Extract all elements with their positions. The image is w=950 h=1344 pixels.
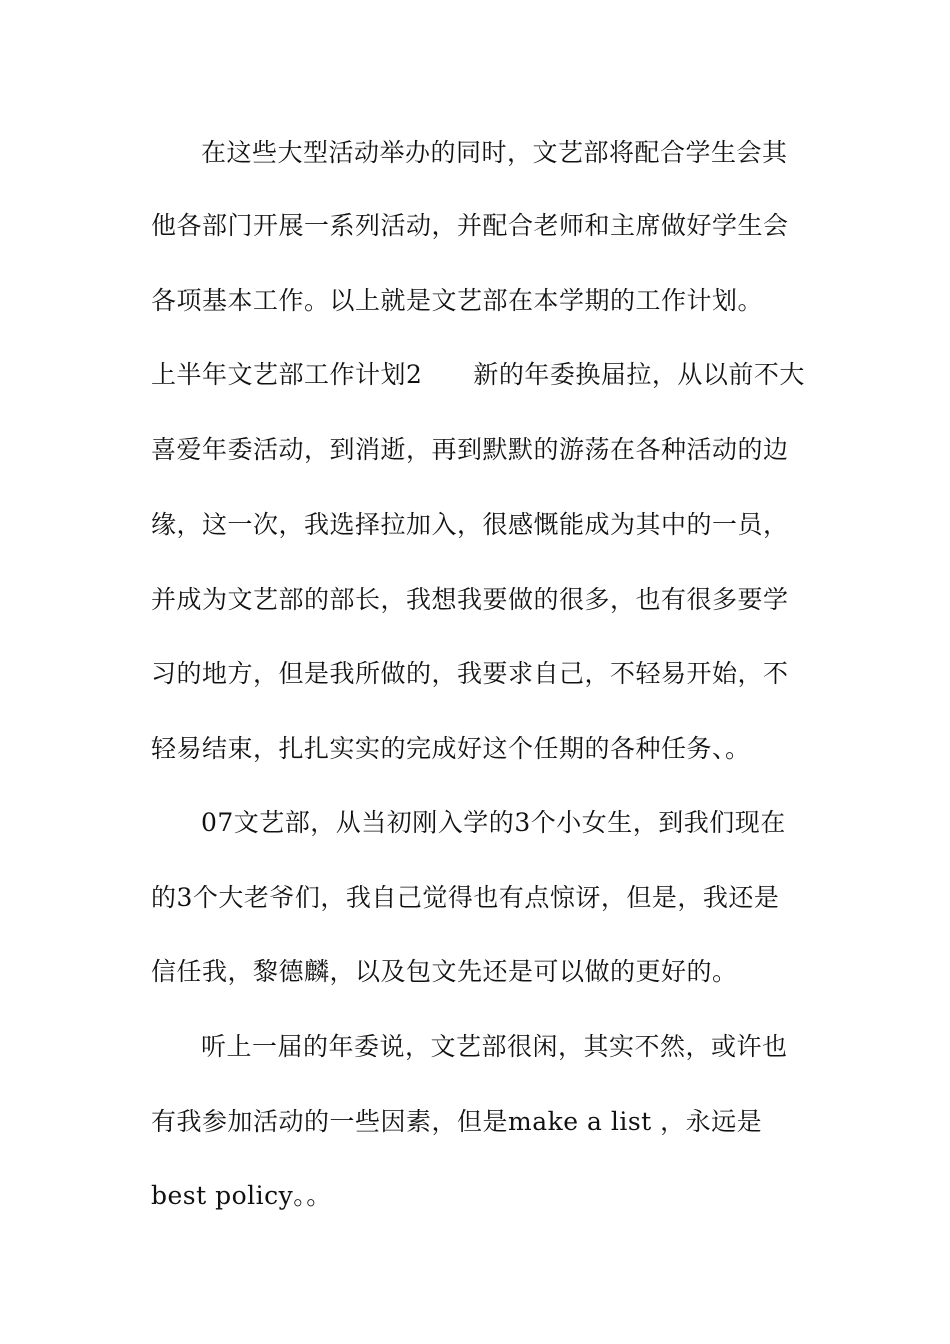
text-line-2: 他各部门开展一系列活动，并配合老师和主席做好学生会 [151,211,789,240]
text-line-5: 喜爱年委活动，到消逝，再到默默的游荡在各种活动的边 [151,435,789,464]
text-line-6: 缘，这一次，我选择拉加入，很感慨能成为其中的一员， [151,510,789,539]
text-line-11: 的3个大老爷们，我自己觉得也有点惊讶，但是，我还是 [151,883,780,912]
text-line-7: 并成为文艺部的部长，我想我要做的很多，也有很多要学 [151,585,789,614]
text-line-15: best policy。。 [151,1181,332,1210]
text-line-9: 轻易结束，扎扎实实的完成好这个任期的各种任务、。 [151,734,751,763]
text-line-14: 有我参加活动的一些因素，但是make a list ，永远是 [151,1107,763,1136]
text-line-13: 听上一届的年委说，文艺部很闲，其实不然，或许也 [201,1032,788,1061]
section-heading-line: 上半年文艺部工作计划2 新的年委换届拉，从以前不大 [151,360,805,389]
text-line-8: 习的地方，但是我所做的，我要求自己，不轻易开始，不 [151,659,789,688]
text-line-1: 在这些大型活动举办的同时，文艺部将配合学生会其 [201,138,788,167]
text-line-3: 各项基本工作。以上就是文艺部在本学期的工作计划。 [151,286,764,315]
text-line-10: 07文艺部，从当初刚入学的3个小女生，到我们现在 [201,808,786,837]
text-line-12: 信任我，黎德麟，以及包文先还是可以做的更好的。 [151,957,738,986]
